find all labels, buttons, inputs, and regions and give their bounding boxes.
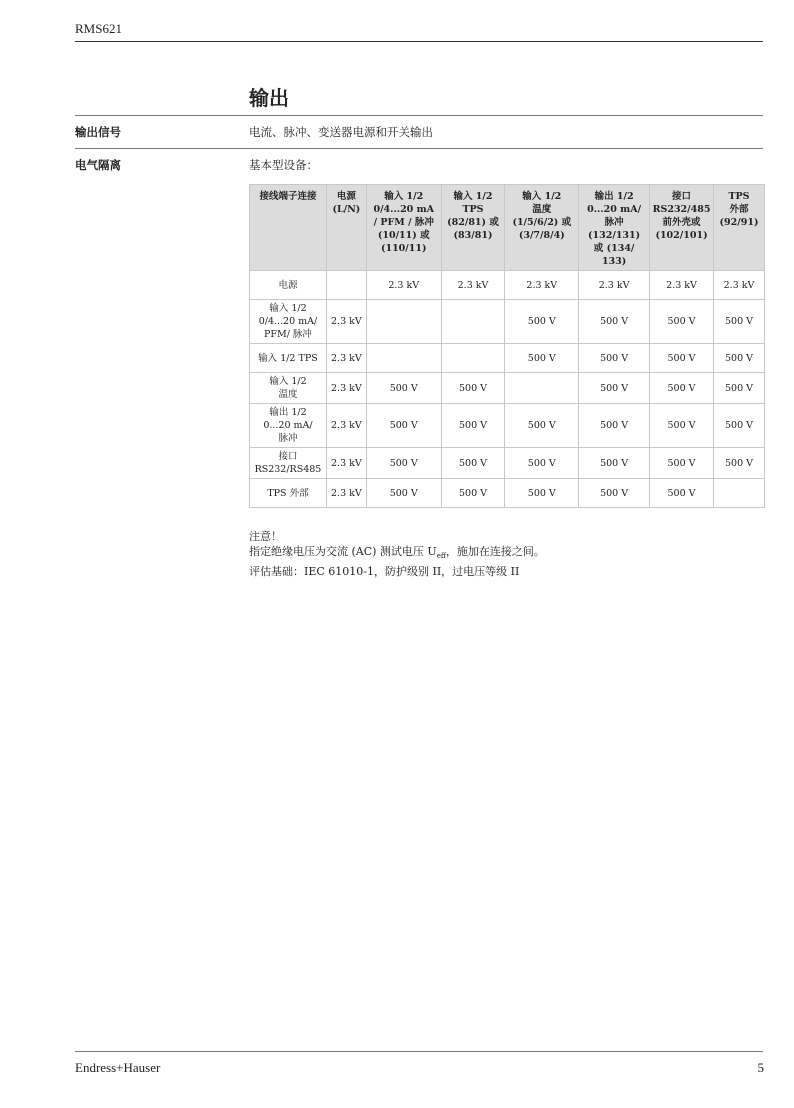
table-cell: 500 V	[441, 373, 505, 404]
table-cell: 500 V	[579, 373, 650, 404]
table-cell: 2.3 kV	[326, 344, 366, 373]
cell-text: 输入 1/2	[522, 191, 562, 202]
table-cell: 500 V	[505, 479, 579, 508]
row-value-galvanic-isolation: 基本型设备：	[249, 158, 318, 172]
cell-text: 脉冲	[278, 433, 298, 444]
table-cell: 2.3 kV	[326, 479, 366, 508]
table-cell: 500 V	[650, 448, 714, 479]
row-label-galvanic-isolation: 电气隔离	[75, 158, 121, 172]
table-row	[250, 373, 765, 404]
cell-text: 输入 1/2 TPS	[258, 352, 318, 364]
table-cell: 2.3 kV	[714, 271, 765, 300]
table-row	[250, 448, 765, 479]
table-cell: 500 V	[650, 344, 714, 373]
table-row	[250, 404, 765, 448]
row-header	[250, 479, 327, 508]
cell-text: (82/81) 或	[447, 217, 499, 228]
document-header: RMS621	[75, 21, 122, 36]
table-row	[250, 479, 765, 508]
cell-text: 输入 1/2	[453, 191, 493, 202]
row-header	[250, 271, 327, 300]
table-cell: 500 V	[714, 448, 765, 479]
table-cell: 500 V	[650, 404, 714, 448]
cell-text: 0/4...20 mA/	[258, 316, 318, 327]
cell-text: 0...20 mA/	[263, 420, 313, 431]
table-cell: 2.3 kV	[326, 448, 366, 479]
row-header	[250, 344, 327, 373]
cell-text: 输出 1/2	[594, 191, 634, 202]
table-cell: 500 V	[441, 479, 505, 508]
cell-text: 或 (134/	[593, 243, 635, 254]
note-title: 注意！	[249, 530, 282, 543]
table-cell: 500 V	[366, 373, 441, 404]
table-cell: 500 V	[579, 300, 650, 344]
table-cell: 500 V	[579, 404, 650, 448]
table-cell: 500 V	[579, 344, 650, 373]
table-cell: 500 V	[505, 344, 579, 373]
table-cell: 500 V	[579, 448, 650, 479]
table-cell: 500 V	[441, 404, 505, 448]
table-row	[250, 271, 765, 300]
row-header	[250, 404, 327, 448]
column-header	[441, 185, 505, 271]
column-header	[714, 185, 765, 271]
cell-text: 0...20 mA/	[587, 204, 642, 215]
footer-brand: Endress+Hauser	[75, 1060, 161, 1075]
table-cell: 2.3 kV	[326, 300, 366, 344]
cell-text: 温度	[278, 389, 298, 400]
table-cell: 500 V	[505, 404, 579, 448]
note-line-2: 评估基础：IEC 61010-1，防护级别 II，过电压等级 II	[249, 565, 520, 579]
table-row	[250, 300, 765, 344]
cell-text: 输入 1/2	[384, 191, 424, 202]
table-cell: 2.3 kV	[441, 271, 505, 300]
table-cell: 500 V	[366, 404, 441, 448]
table-cell	[714, 479, 765, 508]
note-block	[249, 529, 545, 579]
cell-text: 输出 1/2	[269, 407, 307, 418]
cell-text: 外部	[729, 204, 749, 215]
cell-text: 接口	[278, 451, 298, 462]
footer-divider	[75, 1051, 763, 1052]
table-cell: 500 V	[714, 373, 765, 404]
column-header	[250, 185, 327, 271]
column-header	[505, 185, 579, 271]
cell-text: 输入 1/2	[269, 376, 307, 387]
row-label-output-signal: 输出信号	[75, 125, 121, 139]
cell-text: 0/4...20 mA	[373, 204, 435, 215]
column-header	[579, 185, 650, 271]
table-cell: 500 V	[366, 448, 441, 479]
cell-text: (1/5/6/2) 或	[512, 217, 572, 228]
cell-text: TPS	[728, 191, 750, 202]
table-cell: 500 V	[650, 373, 714, 404]
cell-text: RS232/RS485	[254, 464, 322, 475]
column-header	[366, 185, 441, 271]
header-divider	[75, 41, 763, 42]
cell-text: (92/91)	[719, 217, 759, 228]
table-cell	[366, 300, 441, 344]
cell-text: 温度	[532, 204, 552, 215]
table-cell: 2.3 kV	[579, 271, 650, 300]
table-cell: 500 V	[650, 479, 714, 508]
row-value-output-signal: 电流、脉冲、变送器电源和开关输出	[249, 125, 433, 139]
cell-text: TPS 外部	[267, 487, 309, 499]
table-cell: 500 V	[650, 300, 714, 344]
table-cell: 500 V	[714, 300, 765, 344]
table-row	[250, 344, 765, 373]
cell-text: 输入 1/2	[269, 303, 307, 314]
table-cell	[441, 344, 505, 373]
cell-text: (10/11) 或	[377, 230, 430, 241]
cell-text: 接口	[672, 191, 692, 202]
cell-text: (132/131)	[588, 230, 641, 241]
table-cell	[366, 344, 441, 373]
page-number: 5	[757, 1060, 764, 1075]
table-cell: 2.3 kV	[326, 404, 366, 448]
table-header-row	[250, 185, 765, 271]
table-cell: 2.3 kV	[505, 271, 579, 300]
table-cell: 500 V	[366, 479, 441, 508]
section-title: 输出	[249, 86, 289, 110]
isolation-table	[249, 184, 765, 508]
cell-text: 电源	[336, 191, 356, 202]
cell-text: RS232/485	[652, 204, 711, 215]
cell-text: PFM/ 脉冲	[264, 329, 312, 340]
cell-text: (83/81)	[453, 230, 493, 241]
table-cell: 500 V	[714, 404, 765, 448]
cell-text: 接线端子连接	[259, 191, 317, 202]
cell-text: (102/101)	[655, 230, 708, 241]
row-header	[250, 300, 327, 344]
table-cell: 500 V	[505, 448, 579, 479]
row-header	[250, 448, 327, 479]
section-divider	[75, 148, 763, 149]
row-header	[250, 373, 327, 404]
cell-text: 脉冲	[604, 217, 624, 228]
table-cell	[505, 373, 579, 404]
table-cell: 2.3 kV	[650, 271, 714, 300]
column-header	[326, 185, 366, 271]
table-cell: 500 V	[579, 479, 650, 508]
cell-text: 前外壳或	[662, 217, 701, 228]
table-cell: 2.3 kV	[326, 373, 366, 404]
table-cell: 500 V	[441, 448, 505, 479]
cell-text: (L/N)	[332, 204, 361, 215]
cell-text: TPS	[462, 204, 484, 215]
table-cell: 2.3 kV	[366, 271, 441, 300]
note-line-1: 指定绝缘电压为交流 (AC) 测试电压 $U_{eff}$，施加在连接之间。	[249, 545, 545, 561]
table-cell	[326, 271, 366, 300]
cell-text: 133)	[601, 256, 627, 267]
cell-text: 电源	[278, 279, 298, 291]
table-cell: 500 V	[714, 344, 765, 373]
cell-text: (3/7/8/4)	[518, 230, 565, 241]
column-header	[650, 185, 714, 271]
cell-text: / PFM / 脉冲	[373, 217, 434, 228]
table-cell: 500 V	[505, 300, 579, 344]
section-divider	[75, 115, 763, 116]
table-cell	[441, 300, 505, 344]
table-body	[250, 271, 765, 508]
cell-text: (110/11)	[380, 243, 427, 254]
